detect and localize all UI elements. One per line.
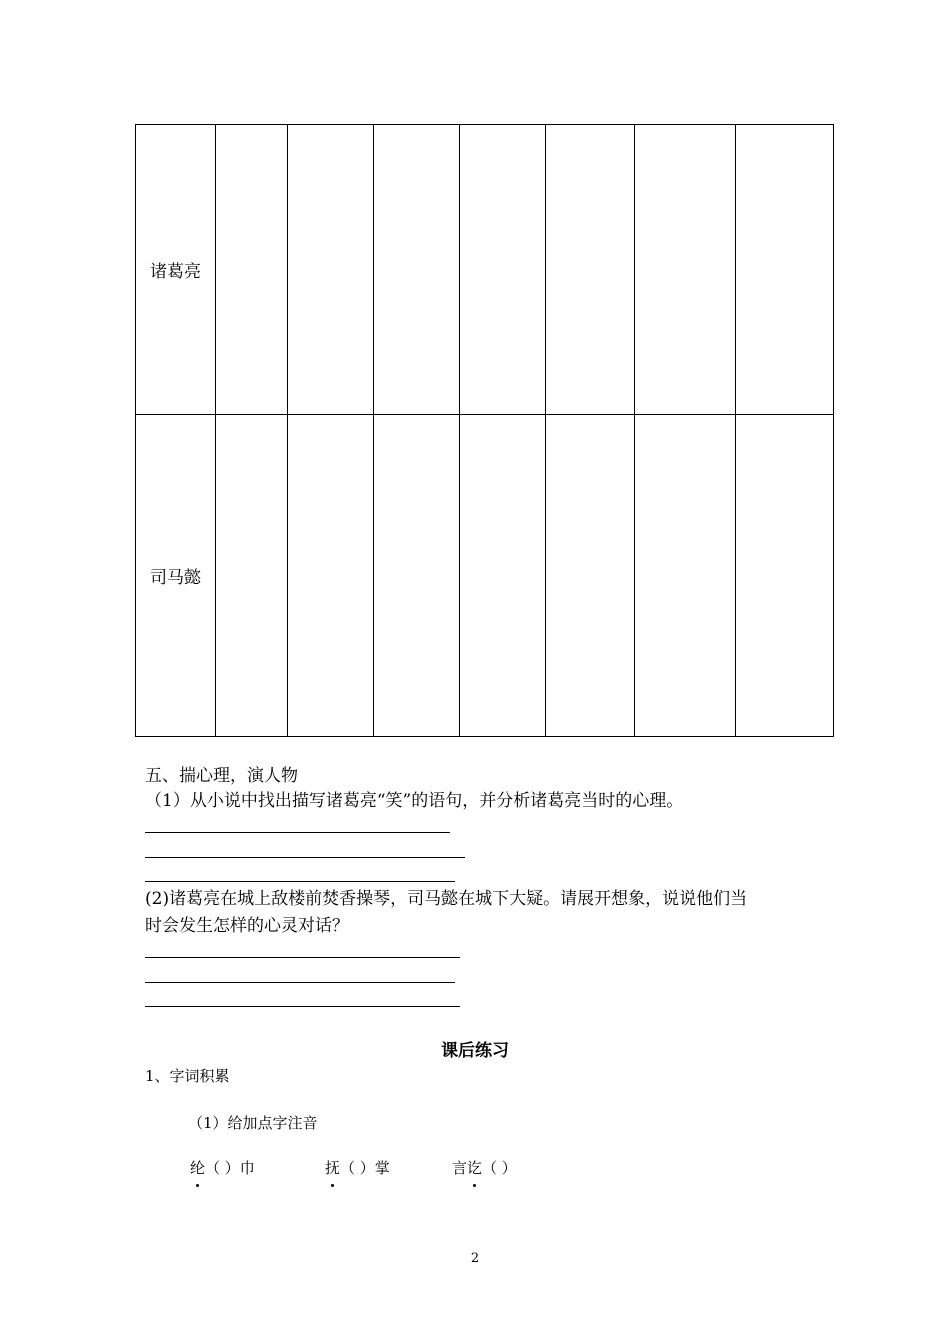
answer-line[interactable] [145,881,455,882]
answer-blank[interactable]: （ ） [482,1159,517,1177]
pinyin-item [452,1155,517,1181]
table-cell[interactable] [635,415,736,737]
table-cell[interactable] [736,415,834,737]
exercise-item-1: 1、字词积累 [145,1067,230,1085]
word-prefix: 言 [452,1159,468,1177]
row-label-zhuge-liang: 诸葛亮 [136,125,216,415]
dotted-character: 讫 [467,1155,482,1181]
question-2-line-1: (2)诸葛亮在城上敌楼前焚香操琴，司马懿在城下大疑。请展开想象，说说他们当 [145,889,748,909]
table-cell[interactable] [460,125,546,415]
table-cell[interactable] [216,415,288,737]
table-row [136,415,834,737]
table-cell[interactable] [546,125,635,415]
table-cell[interactable] [460,415,546,737]
section-heading: 五、揣心理，演人物 [145,766,298,786]
table-cell[interactable] [546,415,635,737]
question-1: （1）从小说中找出描写诸葛亮“笑”的语句，并分析诸葛亮当时的心理。 [145,791,684,811]
pinyin-item [325,1155,390,1181]
table-cell[interactable] [288,125,374,415]
table-cell[interactable] [374,125,460,415]
exercise-title: 课后练习 [441,1041,509,1061]
table-cell[interactable] [288,415,374,737]
dotted-character: 抚 [325,1155,340,1181]
answer-line[interactable] [145,957,460,958]
table-cell[interactable] [374,415,460,737]
exercise-sub-1: （1）给加点字注音 [188,1114,318,1132]
answer-line[interactable] [145,1006,460,1007]
table-cell[interactable] [216,125,288,415]
answer-blank[interactable]: （ ）掌 [340,1159,390,1177]
answer-line[interactable] [145,982,455,983]
table-cell[interactable] [635,125,736,415]
row-label-sima-yi: 司马懿 [136,415,216,737]
answer-blank[interactable]: （ ）巾 [205,1159,255,1177]
table-row [136,125,834,415]
answer-line[interactable] [145,857,465,858]
table-cell[interactable] [736,125,834,415]
pinyin-item [190,1155,255,1181]
answer-line[interactable] [145,832,450,833]
question-2-line-2: 时会发生怎样的心灵对话？ [145,916,349,936]
character-table [135,124,834,737]
page-number: 2 [470,1251,480,1266]
dotted-character: 纶 [190,1155,205,1181]
